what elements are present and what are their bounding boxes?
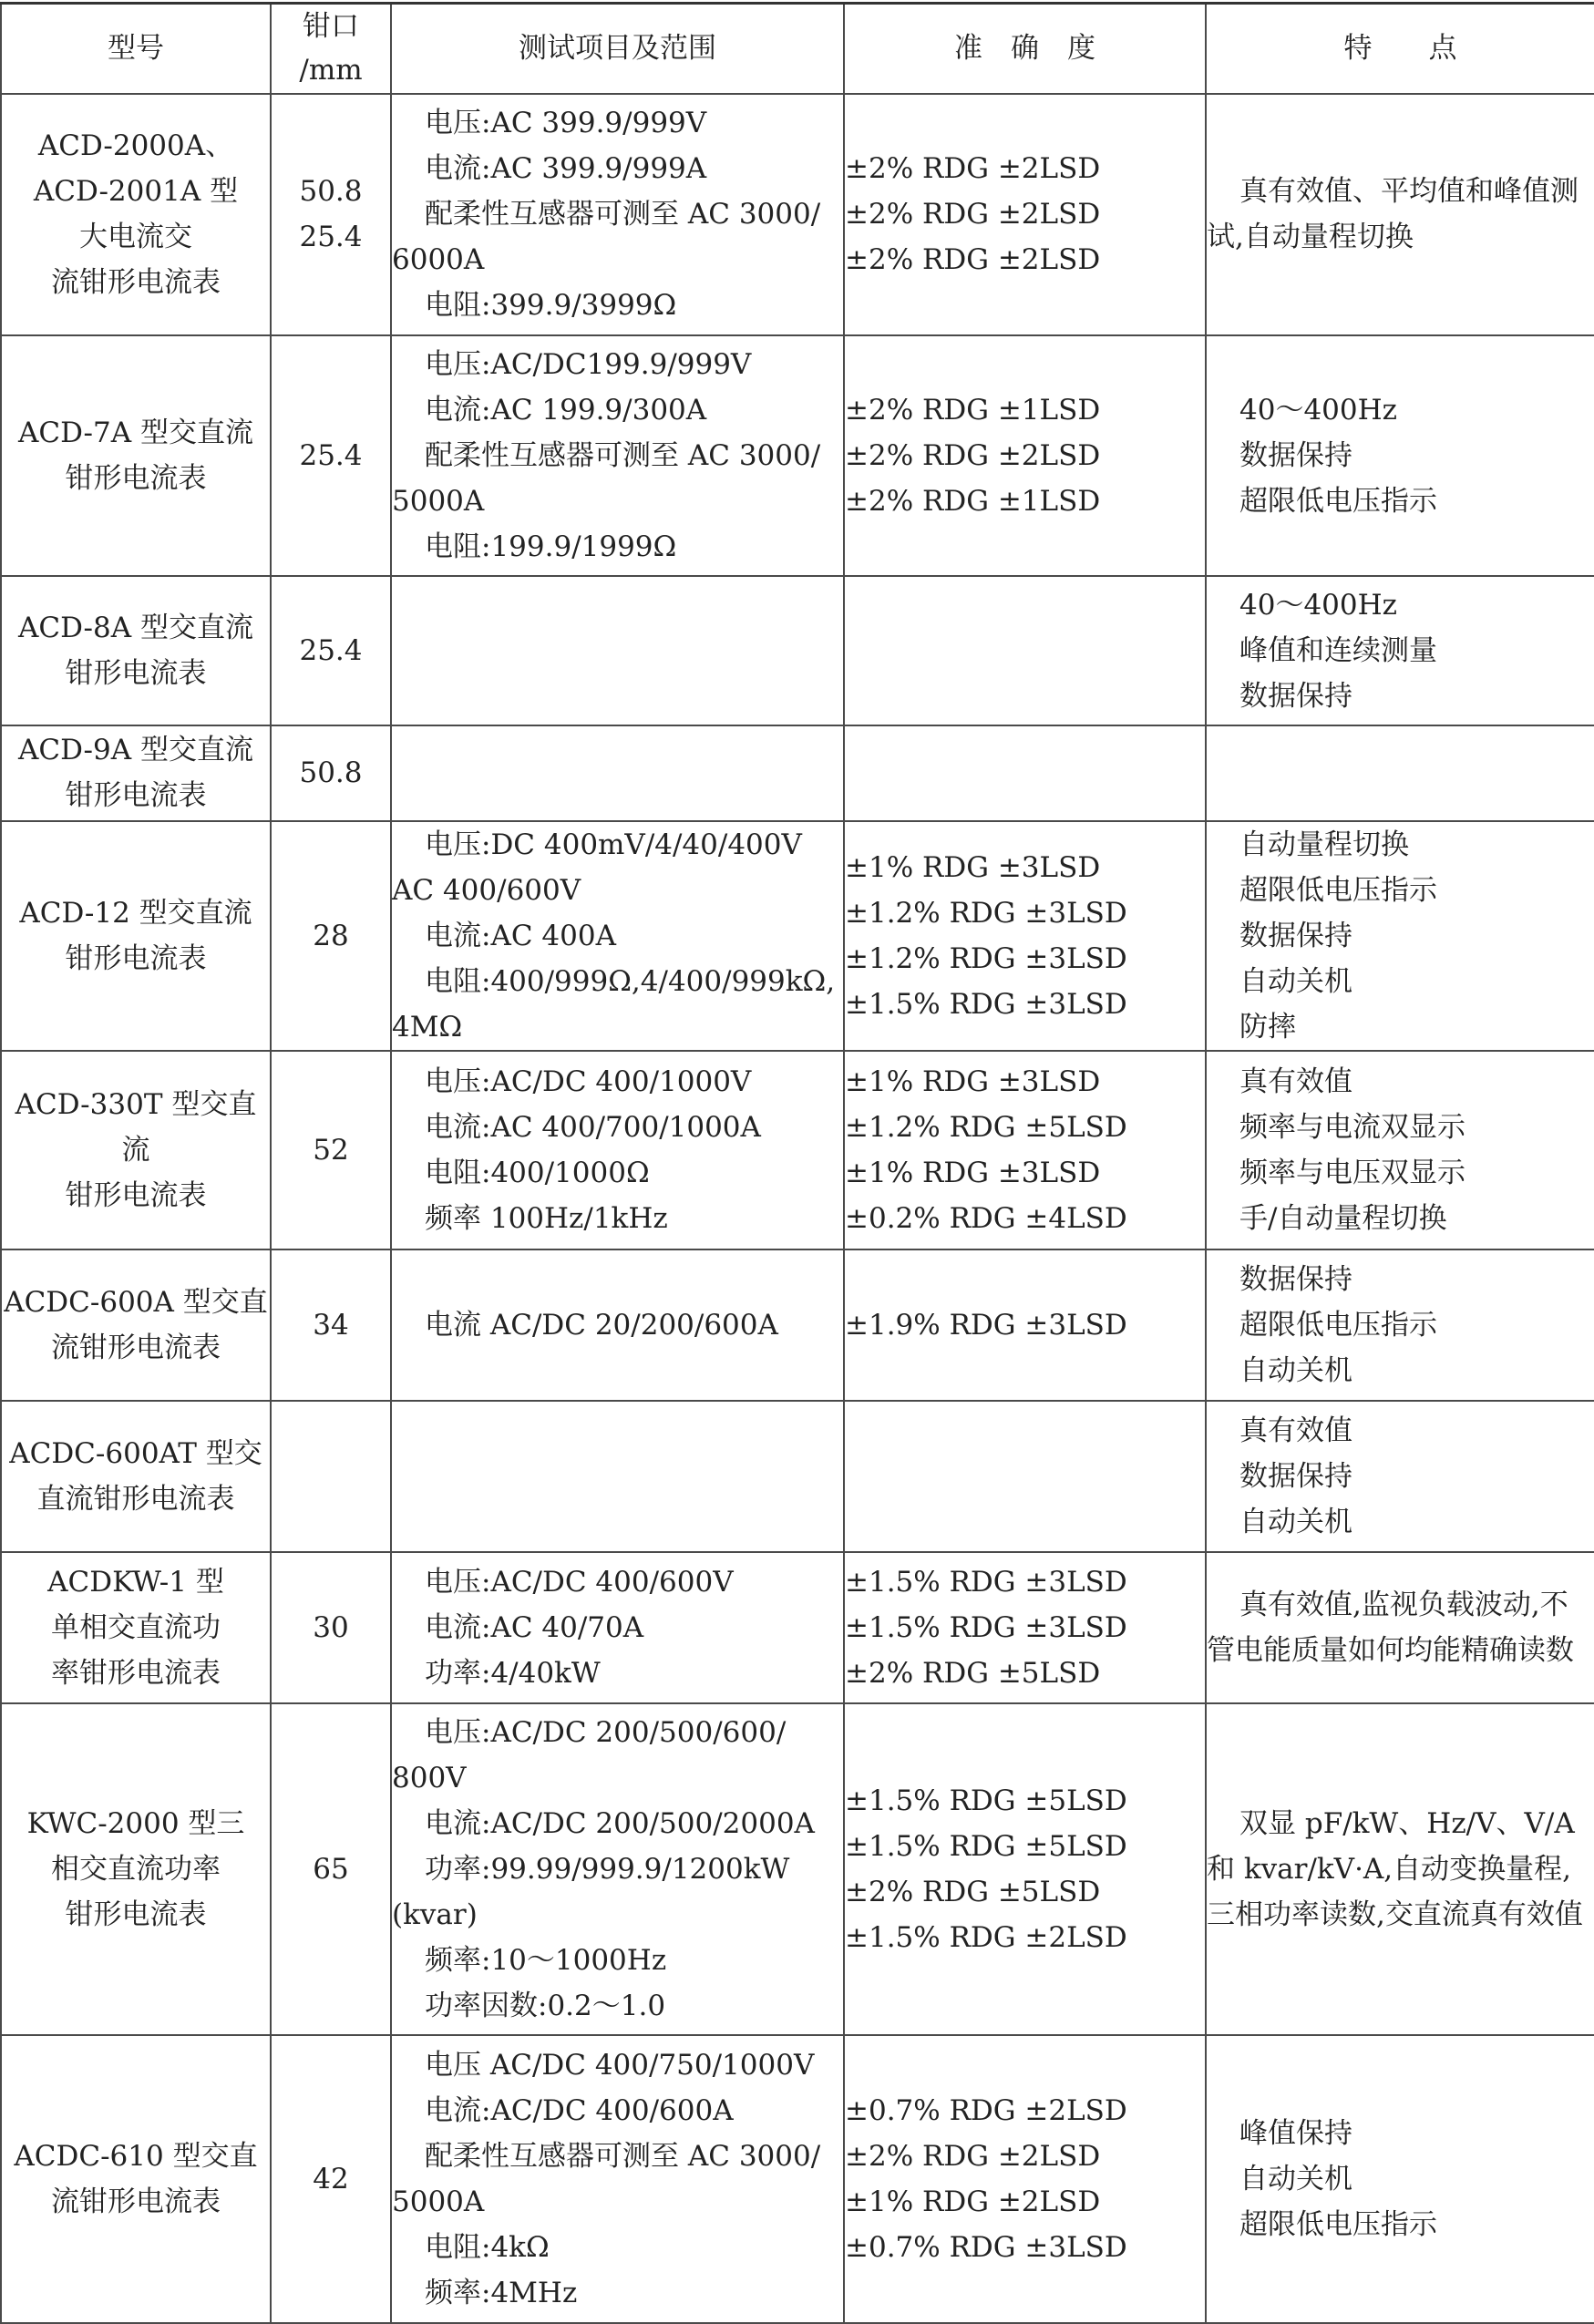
accuracy-line: ±0.2% RDG ±4LSD — [845, 1201, 1127, 1235]
features-line: 手/自动量程切换 — [1239, 1201, 1447, 1235]
header-range: 测试项目及范围 — [391, 4, 844, 94]
features-line: 自动关机 — [1239, 1505, 1352, 1538]
features-line: 超限低电压指示 — [1239, 484, 1437, 518]
features-line: 40～400Hz — [1239, 393, 1397, 427]
jaw-value: 50.8 — [299, 756, 363, 789]
features-line: 频率与电流双显示 — [1239, 1110, 1465, 1144]
cell-features — [1206, 725, 1594, 821]
cell-features — [1206, 94, 1594, 335]
model-line: ACDC-600A 型交直 — [4, 1285, 268, 1319]
model-line: 钳形电流表 — [65, 1178, 207, 1212]
cell-jaw — [271, 576, 391, 725]
model-line: ACDC-600AT 型交 — [9, 1436, 262, 1470]
features-line: 数据保持 — [1239, 1262, 1352, 1296]
cell-model — [1, 821, 271, 1051]
cell-jaw — [271, 1552, 391, 1703]
accuracy-line: ±2% RDG ±2LSD — [845, 243, 1101, 276]
spec-table — [0, 2, 1594, 2324]
cell-model — [1, 1703, 271, 2035]
table-row — [1, 1552, 1594, 1703]
features-line: 超限低电压指示 — [1239, 1308, 1437, 1342]
cell-accuracy — [844, 821, 1206, 1051]
model-line: 流钳形电流表 — [51, 1331, 221, 1364]
range-line: 电压:AC/DC 400/1000V — [425, 1064, 752, 1098]
features-line: 峰值保持 — [1239, 2116, 1352, 2150]
features-line: 自动关机 — [1239, 2162, 1352, 2195]
cell-model — [1, 94, 271, 335]
header-jaw — [271, 4, 391, 94]
cell-model — [1, 335, 271, 576]
cell-features — [1206, 1401, 1594, 1552]
model-line: 钳形电流表 — [65, 656, 207, 690]
cell-model — [1, 576, 271, 725]
range-line: 电阻:199.9/1999Ω — [425, 530, 677, 563]
features-line: 数据保持 — [1239, 1459, 1352, 1493]
features-line: 峰值和连续测量 — [1239, 633, 1437, 667]
table-row — [1, 1703, 1594, 2035]
cell-jaw — [271, 335, 391, 576]
cell-features — [1206, 335, 1594, 576]
range-line: (kvar) — [392, 1897, 478, 1931]
range-line: AC 400/600V — [392, 873, 581, 907]
cell-features — [1206, 1249, 1594, 1401]
jaw-value: 30 — [313, 1610, 349, 1644]
jaw-value: 42 — [313, 2162, 349, 2195]
model-line: ACD-12 型交直流 — [19, 896, 252, 930]
model-line: 流钳形电流表 — [51, 2185, 221, 2218]
model-line: 直流钳形电流表 — [36, 1482, 235, 1516]
features-line: 数据保持 — [1239, 919, 1352, 952]
table-row — [1, 1051, 1594, 1249]
jaw-value: 25.4 — [299, 221, 363, 253]
cell-jaw — [271, 1249, 391, 1401]
range-line: 电阻:399.9/3999Ω — [425, 289, 677, 322]
model-line: 钳形电流表 — [65, 779, 207, 812]
cell-features — [1206, 576, 1594, 725]
accuracy-line: ±1.5% RDG ±3LSD — [845, 1610, 1127, 1644]
accuracy-line: ±2% RDG ±1LSD — [845, 484, 1101, 518]
features-line: 数据保持 — [1239, 438, 1352, 472]
range-line: 5000A — [392, 2185, 485, 2218]
cell-range — [391, 1401, 844, 1552]
jaw-value: 25.4 — [299, 438, 363, 472]
cell-features — [1206, 1051, 1594, 1249]
cell-model — [1, 725, 271, 821]
features-line: 自动关机 — [1239, 1353, 1352, 1387]
range-line: 电流:AC 40/70A — [425, 1610, 644, 1644]
features-line: 40～400Hz — [1239, 588, 1397, 622]
cell-accuracy — [844, 725, 1206, 821]
table-row — [1, 1401, 1594, 1552]
range-line: 电压:AC/DC 400/600V — [425, 1565, 734, 1599]
cell-range — [391, 1703, 844, 2035]
accuracy-line: ±1% RDG ±2LSD — [845, 2185, 1101, 2218]
header-jaw-line-2: /mm — [299, 54, 363, 87]
range-line: 配柔性互感器可测至 AC 3000/ — [425, 2139, 821, 2173]
cell-features — [1206, 821, 1594, 1051]
header-model: 型号 — [1, 4, 271, 94]
model-line: ACDC-610 型交直 — [14, 2139, 258, 2173]
cell-jaw — [271, 2035, 391, 2323]
model-line: 大电流交 — [79, 221, 192, 253]
model-line: 相交直流功率 — [51, 1852, 221, 1886]
model-line: 单相交直流功 — [51, 1610, 221, 1644]
accuracy-line: ±1.5% RDG ±2LSD — [845, 1920, 1127, 1954]
accuracy-line: ±1% RDG ±3LSD — [845, 1156, 1101, 1189]
cell-range — [391, 2035, 844, 2323]
cell-model — [1, 1401, 271, 1552]
features-line: 自动关机 — [1239, 964, 1352, 998]
range-line: 电阻:400/1000Ω — [425, 1156, 650, 1189]
accuracy-line: ±1.5% RDG ±5LSD — [845, 1829, 1127, 1863]
range-line: 电流:AC/DC 400/600A — [425, 2093, 734, 2127]
model-line: 率钳形电流表 — [51, 1656, 221, 1690]
range-line: 功率:99.99/999.9/1200kW — [425, 1852, 790, 1886]
cell-features — [1206, 2035, 1594, 2323]
cell-range — [391, 821, 844, 1051]
model-line: 钳形电流表 — [65, 461, 207, 495]
features-line: 超限低电压指示 — [1239, 873, 1437, 907]
cell-model — [1, 2035, 271, 2323]
table-row — [1, 335, 1594, 576]
cell-accuracy — [844, 94, 1206, 335]
cell-range — [391, 335, 844, 576]
model-line: ACD-2001A 型 — [33, 175, 239, 208]
range-line: 配柔性互感器可测至 AC 3000/ — [425, 198, 821, 231]
table-row — [1, 576, 1594, 725]
header-row — [1, 4, 1594, 94]
accuracy-line: ±1.9% RDG ±3LSD — [845, 1308, 1127, 1342]
model-line: ACD-8A 型交直流 — [18, 611, 253, 644]
features-line: 真有效值 — [1239, 1414, 1352, 1447]
cell-model — [1, 1552, 271, 1703]
range-line: 电压:DC 400mV/4/40/400V — [425, 828, 802, 861]
cell-jaw — [271, 94, 391, 335]
range-line: 频率 100Hz/1kHz — [425, 1201, 668, 1235]
table-row — [1, 2035, 1594, 2323]
cell-accuracy — [844, 576, 1206, 725]
cell-accuracy — [844, 1051, 1206, 1249]
model-line: 流钳形电流表 — [51, 266, 221, 299]
features-text: 真有效值,监视负载波动,不管电能质量如何均能精确读数 — [1207, 1588, 1574, 1667]
range-line: 频率:4MHz — [425, 2276, 578, 2309]
cell-features — [1206, 1552, 1594, 1703]
model-line: KWC-2000 型三 — [26, 1806, 245, 1840]
range-line: 电流 AC/DC 20/200/600A — [425, 1308, 778, 1342]
header-features: 特 点 — [1206, 4, 1594, 94]
features-line: 防摔 — [1239, 1010, 1296, 1044]
cell-accuracy — [844, 1401, 1206, 1552]
features-line: 频率与电压双显示 — [1239, 1156, 1465, 1189]
accuracy-line: ±1.5% RDG ±5LSD — [845, 1784, 1127, 1817]
table-row — [1, 1249, 1594, 1401]
model-line: ACD-9A 型交直流 — [18, 734, 253, 766]
range-line: 电压:AC/DC 200/500/600/ — [425, 1715, 787, 1749]
cell-range — [391, 94, 844, 335]
features-line: 数据保持 — [1239, 679, 1352, 713]
range-line: 电压:AC/DC199.9/999V — [425, 347, 752, 381]
features-text: 真有效值、平均值和峰值测试,自动量程切换 — [1207, 175, 1579, 253]
model-line: ACDKW-1 型 — [47, 1565, 224, 1599]
jaw-value: 34 — [313, 1308, 349, 1342]
accuracy-line: ±1% RDG ±3LSD — [845, 850, 1101, 884]
cell-accuracy — [844, 2035, 1206, 2323]
range-line: 4MΩ — [392, 1010, 463, 1044]
accuracy-line: ±1.2% RDG ±3LSD — [845, 896, 1127, 930]
range-line: 频率:10～1000Hz — [425, 1943, 667, 1977]
range-line: 配柔性互感器可测至 AC 3000/ — [425, 438, 821, 472]
accuracy-line: ±1.2% RDG ±3LSD — [845, 941, 1127, 975]
accuracy-line: ±0.7% RDG ±3LSD — [845, 2230, 1127, 2264]
cell-model — [1, 1249, 271, 1401]
range-line: 功率因数:0.2～1.0 — [425, 1989, 666, 2022]
range-line: 5000A — [392, 484, 485, 518]
cell-accuracy — [844, 1552, 1206, 1703]
model-line: 钳形电流表 — [65, 941, 207, 975]
features-line: 真有效值 — [1239, 1064, 1352, 1098]
cell-jaw — [271, 821, 391, 1051]
cell-jaw — [271, 1703, 391, 2035]
accuracy-line: ±1% RDG ±3LSD — [845, 1064, 1101, 1098]
range-line: 电流:AC 199.9/300A — [425, 393, 707, 427]
range-line: 电流:AC 399.9/999A — [425, 152, 707, 185]
jaw-value: 65 — [313, 1852, 349, 1886]
range-line: 电阻:4kΩ — [425, 2230, 550, 2264]
cell-accuracy — [844, 335, 1206, 576]
cell-accuracy — [844, 1703, 1206, 2035]
model-line: 钳形电流表 — [65, 1897, 207, 1931]
range-line: 800V — [392, 1761, 467, 1794]
cell-model — [1, 1051, 271, 1249]
accuracy-line: ±2% RDG ±1LSD — [845, 393, 1101, 427]
cell-jaw — [271, 1051, 391, 1249]
jaw-value: 50.8 — [299, 175, 363, 208]
range-line: 功率:4/40kW — [425, 1656, 601, 1690]
accuracy-line: ±2% RDG ±5LSD — [845, 1656, 1101, 1690]
range-line: 6000A — [392, 243, 485, 276]
cell-accuracy — [844, 1249, 1206, 1401]
cell-range — [391, 725, 844, 821]
range-line: 电压 AC/DC 400/750/1000V — [425, 2048, 815, 2082]
jaw-value: 52 — [313, 1133, 349, 1167]
model-line: ACD-330T 型交直流 — [15, 1087, 257, 1167]
model-line: ACD-7A 型交直流 — [18, 416, 253, 449]
accuracy-line: ±0.7% RDG ±2LSD — [845, 2093, 1127, 2127]
range-line: 电流:AC 400/700/1000A — [425, 1110, 761, 1144]
cell-range — [391, 576, 844, 725]
header-jaw-line-1: 钳口 — [303, 10, 359, 44]
header-accuracy: 准 确 度 — [844, 4, 1206, 94]
features-text: 双显 pF/kW、Hz/V、V/A 和 kvar/kV·A,自动变换量程,三相功率读数,交直流真有效值 — [1207, 1806, 1583, 1931]
accuracy-line: ±2% RDG ±2LSD — [845, 198, 1101, 231]
model-line: ACD-2000A、 — [37, 129, 234, 162]
range-line: 电阻:400/999Ω,4/400/999kΩ, — [425, 964, 836, 998]
cell-jaw — [271, 1401, 391, 1552]
range-line: 电流:AC 400A — [425, 919, 616, 952]
cell-features — [1206, 1703, 1594, 2035]
accuracy-line: ±1.5% RDG ±3LSD — [845, 987, 1127, 1021]
accuracy-line: ±2% RDG ±2LSD — [845, 152, 1101, 185]
accuracy-line: ±2% RDG ±2LSD — [845, 2139, 1101, 2173]
table-row — [1, 821, 1594, 1051]
table-row — [1, 94, 1594, 335]
range-line: 电压:AC 399.9/999V — [425, 107, 707, 139]
features-line: 自动量程切换 — [1239, 828, 1409, 861]
cell-range — [391, 1249, 844, 1401]
cell-jaw — [271, 725, 391, 821]
cell-range — [391, 1051, 844, 1249]
cell-range — [391, 1552, 844, 1703]
jaw-value: 28 — [313, 919, 349, 952]
accuracy-line: ±2% RDG ±5LSD — [845, 1875, 1101, 1908]
range-line: 电流:AC/DC 200/500/2000A — [425, 1806, 815, 1840]
jaw-value: 25.4 — [299, 633, 363, 667]
accuracy-line: ±2% RDG ±2LSD — [845, 438, 1101, 472]
accuracy-line: ±1.2% RDG ±5LSD — [845, 1110, 1127, 1144]
features-line: 超限低电压指示 — [1239, 2207, 1437, 2241]
accuracy-line: ±1.5% RDG ±3LSD — [845, 1565, 1127, 1599]
table-row — [1, 725, 1594, 821]
